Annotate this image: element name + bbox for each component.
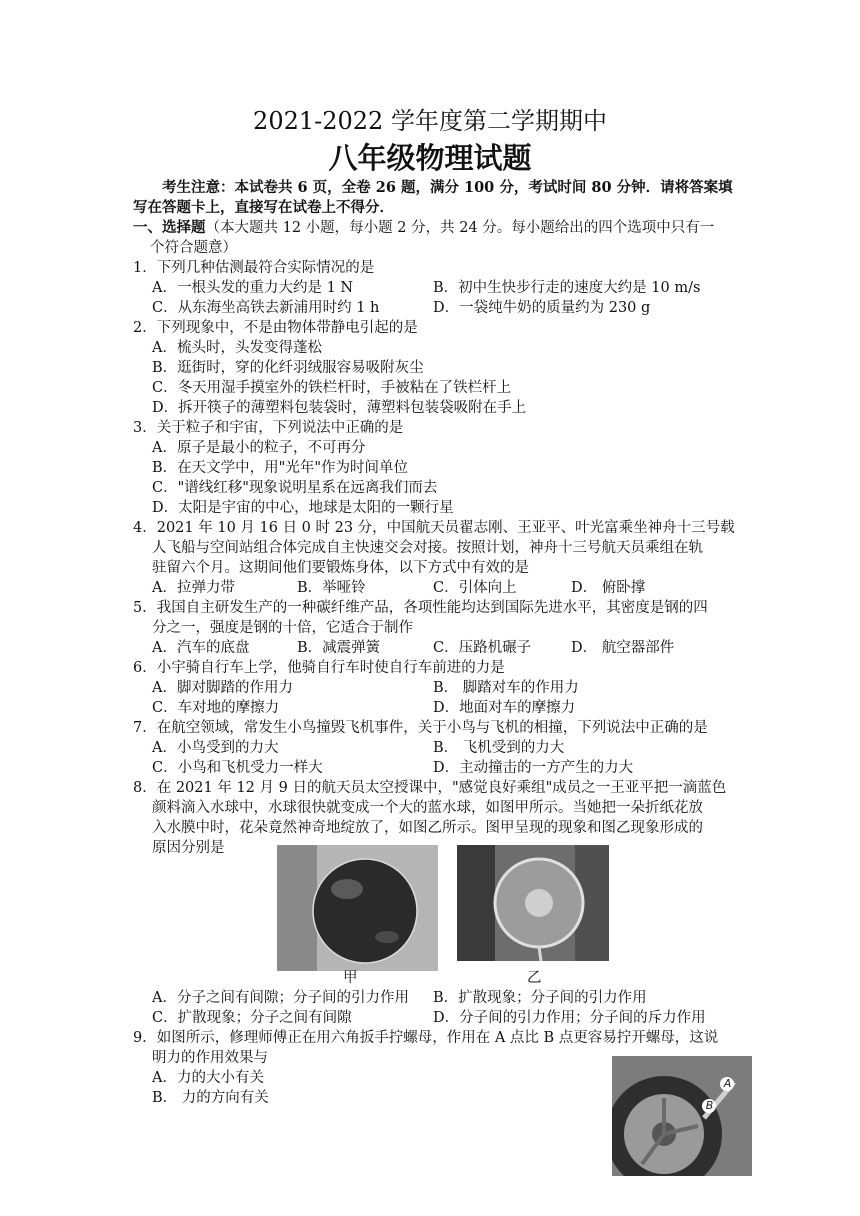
q5-stem-line-1: 5．我国自主研发生产的一种碳纤维产品，各项性能均达到国际先进水平，其密度是钢的四 [133,600,708,616]
point-a-label: A [723,1077,732,1090]
q9-stem-line-2: 明力的作用效果与 [152,1050,268,1066]
q2-option-a: A．梳头时，头发变得蓬松 [152,340,322,356]
q3-stem: 3．关于粒子和宇宙，下列说法中正确的是 [133,420,404,436]
q7-option-b: B． 飞机受到的力大 [433,740,565,756]
q9-option-b: B． 力的方向有关 [152,1090,269,1106]
notice-line-1: 考生注意：本试卷共 6 页，全卷 26 题，满分 100 分，考试时间 80 分钟．请将答案填 [162,179,733,196]
q4-option-b: B．举哑铃 [297,580,366,596]
q6-option-b: B． 脚踏对车的作用力 [433,680,579,696]
q5-option-c: C．压路机碾子 [433,640,532,656]
q3-option-d: D．太阳是宇宙的中心，地球是太阳的一颗行星 [152,500,454,516]
q5-option-d: D． 航空器部件 [571,640,675,656]
section-label: 一、选择题 [133,219,206,236]
exam-title-year: 2021-2022 学年度第二学期期中 [253,107,607,135]
q9-option-a: A．力的大小有关 [152,1070,264,1086]
q3-option-b: B．在天文学中，用"光年"作为时间单位 [152,460,408,476]
q8-stem-line-2: 颜料滴入水球中，水球很快就变成一个大的蓝水球，如图甲所示。当她把一朵折纸花放 [152,800,703,816]
figure-label-yi: 乙 [527,970,542,986]
exam-title-subject: 八年级物理试题 [328,141,532,175]
section-heading-rest: （本大题共 12 小题，每小题 2 分，共 24 分。每小题给出的四个选项中只有一 [205,220,715,236]
q7-stem: 7．在航空领域，常发生小鸟撞毁飞机事件，关于小鸟与飞机的相撞，下列说法中正确的是 [133,720,708,736]
q4-stem-line-3: 驻留六个月。这期间他们要锻炼身体，以下方式中有效的是 [152,560,529,576]
q8-stem-line-4: 原因分别是 [152,840,225,856]
q1-option-a: A．一根头发的重力大约是 1 N [152,280,354,296]
figure-label-jia: 甲 [343,970,358,986]
q8-option-a: A．分子之间有间隙；分子间的引力作用 [152,990,409,1006]
notice-line-2: 写在答题卡上，直接写在试卷上不得分． [133,199,394,216]
q5-option-a: A．汽车的底盘 [152,640,250,656]
q8-stem-line-1: 8．在 2021 年 12 月 9 日的航天员太空授课中，"感觉良好乘组"成员之一王亚平把一滴蓝色 [133,780,727,796]
q3-option-a: A．原子是最小的粒子，不可再分 [152,440,366,456]
q4-stem-line-2: 人飞船与空间站组合体完成自主快速交会对接。按照计划，神舟十三号航天员乘组在轨 [152,540,703,556]
q2-option-b: B．逛街时，穿的化纤羽绒服容易吸附灰尘 [152,360,424,376]
q6-option-c: C．车对地的摩擦力 [152,700,280,716]
q4-option-d: D． 俯卧撑 [571,580,646,596]
q6-option-d: D．地面对车的摩擦力 [433,700,576,716]
section-heading-line-2: 个符合题意） [150,240,237,256]
q8-option-d: D．分子间的引力作用；分子间的斥力作用 [433,1010,706,1026]
q1-stem: 1．下列几种估测最符合实际情况的是 [133,260,375,276]
q6-stem: 6．小宇骑自行车上学，他骑自行车时使自行车前进的力是 [133,660,505,676]
q2-option-d: D．拆开筷子的薄塑料包装袋时，薄塑料包装袋吸附在手上 [152,400,527,416]
q4-option-a: A．拉弹力带 [152,580,235,596]
q2-stem: 2．下列现象中，不是由物体带静电引起的是 [133,320,418,336]
q4-stem-line-1: 4．2021 年 10 月 16 日 0 时 23 分，中国航天员翟志刚、王亚平、叶光富乘坐神舟十三号载 [133,520,735,536]
q1-option-c: C．从东海坐高铁去新浦用时约 1 h [152,300,380,316]
q5-option-b: B．减震弹簧 [297,640,381,656]
q8-option-b: B．扩散现象；分子间的引力作用 [433,990,647,1006]
water-film-flower-photo [457,845,609,961]
q7-option-a: A．小鸟受到的力大 [152,740,279,756]
q1-option-d: D．一袋纯牛奶的质量约为 230 g [433,300,651,316]
q8-stem-line-3: 入水膜中时，花朵竟然神奇地绽放了，如图乙所示。图甲呈现的现象和图乙现象形成的 [152,820,703,836]
wheel-wrench-photo [612,1056,752,1176]
section-heading [133,218,714,238]
water-ball-photo [277,845,438,971]
q2-option-c: C．冬天用湿手摸室外的铁栏杆时，手被粘在了铁栏杆上 [152,380,512,396]
q3-option-c: C．"谱线红移"现象说明星系在远离我们而去 [152,480,438,496]
point-b-label: B [705,1099,714,1112]
q8-option-c: C．扩散现象；分子之间有间隙 [152,1010,352,1026]
q6-option-a: A．脚对脚踏的作用力 [152,680,293,696]
q9-stem-line-1: 9．如图所示，修理师傅正在用六角扳手拧螺母，作用在 A 点比 B 点更容易拧开螺母，这说 [133,1030,719,1046]
q5-stem-line-2: 分之一，强度是钢的十倍，它适合于制作 [152,620,413,636]
q7-option-d: D．主动撞击的一方产生的力大 [433,760,634,776]
q4-option-c: C．引体向上 [433,580,517,596]
q7-option-c: C．小鸟和飞机受力一样大 [152,760,323,776]
q1-option-b: B．初中生快步行走的速度大约是 10 m/s [433,280,701,296]
